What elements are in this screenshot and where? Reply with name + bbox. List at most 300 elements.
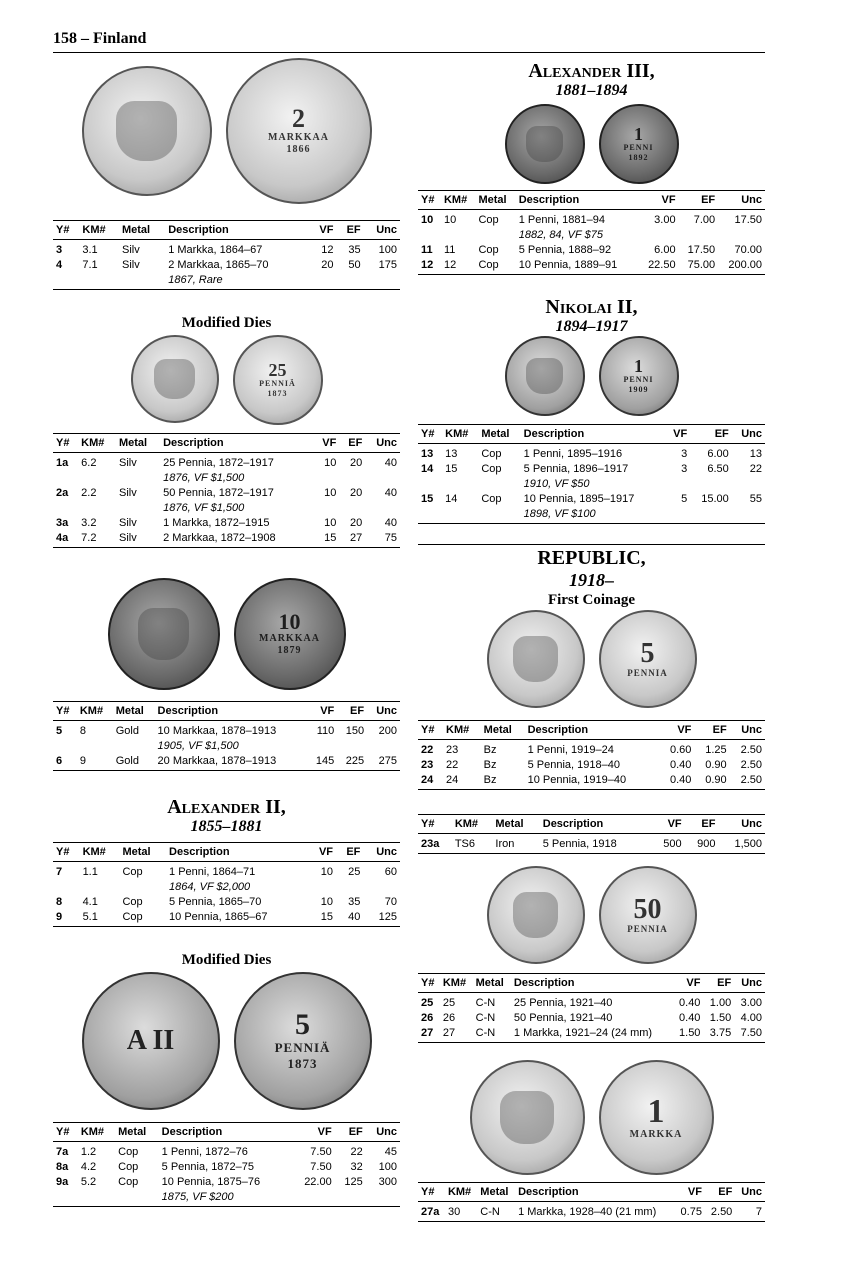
column-header: EF: [336, 221, 363, 240]
column-header: Metal: [477, 1183, 515, 1202]
table-header-row: [53, 434, 400, 453]
cell-metal: Cop: [481, 463, 502, 475]
column-header: Unc: [365, 434, 400, 453]
column-header: EF: [705, 1183, 735, 1202]
cell-km: 9: [77, 755, 113, 771]
column-header: Y#: [418, 815, 452, 834]
cell-unc: 60: [384, 866, 397, 878]
table-row: [53, 457, 400, 472]
column-header: Metal: [481, 721, 525, 740]
cell-y: 14: [421, 463, 434, 475]
cell-unc: 7: [735, 1206, 765, 1222]
coin-obverse-monogram: [505, 104, 585, 184]
cell-desc: 5 Pennia, 1918–40: [527, 759, 620, 771]
column-header: EF: [336, 843, 363, 862]
column-header: Unc: [718, 815, 765, 834]
table-row: [53, 244, 400, 259]
column-header: Description: [521, 425, 666, 444]
table-note-row: [53, 1191, 400, 1207]
cell-unc: 40: [384, 517, 397, 529]
cell-ef: 1.25: [705, 744, 727, 756]
coin-obverse-monogram: [505, 336, 585, 416]
cell-metal: C-N: [475, 1012, 496, 1024]
cell-metal: Iron: [492, 838, 539, 854]
cell-km: 12: [441, 259, 476, 275]
coin-obverse-eagle: [131, 335, 219, 423]
cell-y: 23: [421, 759, 434, 771]
column-header: KM#: [442, 425, 478, 444]
table-row: [418, 1206, 765, 1222]
cell-ef: 150: [345, 725, 365, 737]
coin-reverse: [599, 336, 679, 416]
cell-metal: Gold: [113, 755, 155, 771]
column-header: Y#: [418, 425, 442, 444]
column-header: Y#: [53, 1123, 78, 1142]
cell-note: 1864, VF $2,000: [169, 881, 251, 893]
cell-ef: 17.50: [687, 244, 716, 256]
cell-vf: 10: [324, 457, 337, 469]
column-header: Metal: [119, 843, 166, 862]
cell-y: 26: [421, 1012, 434, 1024]
coin-reverse: [599, 104, 679, 184]
cell-ef: 7.00: [693, 214, 716, 226]
cell-ef: 20: [350, 487, 363, 499]
column-header: Description: [516, 191, 639, 210]
table-row: [418, 759, 765, 774]
cell-note: 1898, VF $100: [521, 508, 765, 524]
cell-unc: 275: [367, 755, 400, 771]
cell-ef: 0.90: [694, 774, 729, 790]
cell-km: 24: [443, 774, 481, 790]
table-header-row: [53, 1123, 400, 1142]
column-header: VF: [307, 702, 337, 721]
table-row: [418, 448, 765, 463]
column-header: VF: [309, 221, 336, 240]
column-header: Description: [540, 815, 651, 834]
cell-ef: 6.50: [707, 463, 729, 475]
table-note-row: [53, 740, 400, 755]
cell-vf: 7.50: [310, 1146, 332, 1158]
column-header: Unc: [735, 1183, 765, 1202]
coin-year: 1879: [277, 645, 302, 656]
cell-vf: 10: [324, 487, 337, 499]
column-header: VF: [309, 843, 336, 862]
coin-denomination: 1: [647, 1092, 665, 1130]
column-header: VF: [651, 815, 685, 834]
cell-km: 13: [445, 448, 458, 460]
column-header: Y#: [418, 1183, 445, 1202]
column-header: KM#: [77, 702, 113, 721]
cell-unc: 70.00: [734, 244, 762, 256]
column-header: KM#: [445, 1183, 477, 1202]
table-row: [53, 1146, 400, 1161]
column-header: Y#: [418, 974, 440, 993]
cell-unc: 75: [365, 532, 400, 548]
cell-metal: Cop: [118, 1176, 139, 1188]
coin-monogram: A II: [126, 1025, 175, 1056]
cell-km: 7.2: [78, 532, 116, 548]
cell-ef: 900: [685, 838, 719, 854]
coin-unit: MARKKAA: [268, 132, 329, 143]
table-header-row: [418, 815, 765, 834]
table-row: [418, 1012, 765, 1027]
cell-ef: 50: [348, 259, 361, 271]
coin-denomination: 5: [295, 1008, 310, 1042]
coin-unit: PENNIÄ: [274, 1040, 331, 1056]
cell-metal: Cop: [478, 214, 499, 226]
column-header: Unc: [364, 221, 400, 240]
cell-unc: 4.00: [740, 1012, 762, 1024]
cell-unc: 55: [749, 493, 762, 505]
catalog-table: [418, 190, 765, 275]
table-header-row: [53, 702, 400, 721]
column-header: KM#: [78, 1123, 115, 1142]
cell-vf: 6.00: [654, 244, 676, 256]
coin-reverse: [226, 58, 372, 204]
cell-km: 30: [445, 1206, 477, 1222]
column-header: Unc: [730, 721, 765, 740]
cell-ef: 2.50: [705, 1206, 735, 1222]
table-row: [418, 838, 765, 854]
cell-metal: Gold: [115, 725, 139, 737]
column-header: Metal: [492, 815, 539, 834]
cell-desc: 1 Markka, 1928–40 (21 mm): [515, 1206, 675, 1222]
cell-metal: Bz: [481, 774, 525, 790]
cell-ef: 20: [350, 457, 363, 469]
cell-km: 4.2: [80, 1161, 97, 1173]
table-row: [418, 463, 765, 478]
cell-ef: 32: [350, 1161, 363, 1173]
cell-unc: 2.50: [740, 759, 762, 771]
cell-vf: 10: [320, 896, 334, 908]
cell-ef: 75.00: [679, 259, 719, 275]
table-note-row: [53, 881, 400, 896]
cell-vf: 10: [324, 517, 337, 529]
cell-desc: 20 Markkaa, 1878–1913: [155, 755, 308, 771]
coin-denomination: 1: [634, 124, 643, 145]
cell-vf: 3.00: [654, 214, 676, 226]
page-header-text: 158 – Finland: [53, 30, 147, 47]
coin-unit: MARKKAA: [259, 633, 320, 644]
column-header: Unc: [732, 425, 765, 444]
coin-unit: PENNIA: [627, 667, 668, 678]
coin-obverse-eagle: [82, 66, 212, 196]
cell-metal: Silv: [118, 487, 137, 499]
table-row: [53, 725, 400, 740]
cell-km: 10: [443, 214, 457, 226]
column-header: Metal: [116, 434, 160, 453]
cell-metal: Cop: [122, 866, 143, 878]
cell-note: 1882, 84, VF $75: [518, 229, 603, 241]
table-header-row: [418, 721, 765, 740]
eagle-emblem: [154, 359, 194, 399]
column-header: VF: [639, 191, 679, 210]
table-row: [53, 911, 400, 927]
monogram-emblem: [526, 358, 562, 394]
cell-unc: 13: [749, 448, 762, 460]
cell-unc: 100: [378, 1161, 397, 1173]
table-row: [53, 259, 400, 274]
coin-obverse-monogram: [82, 972, 220, 1110]
coin-denomination: 5: [640, 637, 655, 669]
column-header: EF: [685, 815, 719, 834]
table-note-row: [53, 472, 400, 487]
coin-images-republic-2: [418, 866, 765, 966]
cell-unc: 200: [378, 725, 397, 737]
table-row: [418, 493, 765, 508]
table-note-row: [418, 229, 765, 244]
cell-desc: 1 Penni, 1895–1916: [523, 448, 623, 460]
cell-km: 23: [446, 744, 459, 756]
column-header: KM#: [443, 721, 481, 740]
cell-y: 7a: [56, 1146, 69, 1158]
lion-emblem: [513, 892, 558, 937]
cell-metal: Silv: [121, 259, 140, 271]
cell-desc: 10 Pennia, 1865–67: [166, 911, 309, 927]
cell-vf: 10: [320, 866, 334, 878]
cell-ef: 225: [337, 755, 367, 771]
coin-year: 1909: [628, 385, 649, 394]
cell-vf: 110: [316, 725, 335, 737]
cell-km: 14: [445, 493, 458, 505]
cell-km: 4.1: [82, 896, 98, 908]
section-title: Modified Dies: [181, 315, 272, 331]
eagle-emblem: [138, 608, 190, 660]
column-header: Y#: [53, 702, 77, 721]
table-header-row: [418, 1183, 765, 1202]
column-header: KM#: [452, 815, 493, 834]
table-row: [53, 755, 400, 771]
table-row: [53, 866, 400, 881]
cell-ef: 40: [336, 911, 363, 927]
cell-desc: 1 Penni, 1881–94: [518, 214, 605, 226]
cell-note: 1875, VF $200: [159, 1191, 400, 1207]
catalog-table: [53, 1122, 400, 1207]
cell-unc: 22: [749, 463, 762, 475]
cell-metal: Cop: [119, 911, 166, 927]
coin-denomination: 2: [292, 104, 305, 133]
column-header: Metal: [475, 191, 515, 210]
column-header: Metal: [115, 1123, 159, 1142]
column-header: Description: [155, 702, 308, 721]
cell-km: 8: [79, 725, 86, 737]
cell-metal: Cop: [478, 244, 499, 256]
cell-y: 9a: [56, 1176, 69, 1188]
column-header: Description: [515, 1183, 675, 1202]
column-header: KM#: [80, 843, 120, 862]
cell-desc: 25 Pennia, 1921–40: [513, 997, 613, 1009]
lion-emblem: [500, 1091, 553, 1144]
table-note-row: [418, 478, 765, 493]
cell-metal: C-N: [473, 1027, 511, 1043]
cell-y: 9: [53, 911, 80, 927]
section-title: Nikolai II,: [545, 296, 638, 318]
page-header: [53, 30, 765, 53]
catalog-table: [53, 433, 400, 548]
section-alexander-ii: [53, 796, 400, 836]
cell-metal: C-N: [477, 1206, 515, 1222]
cell-vf: 15: [309, 911, 336, 927]
cell-desc: 10 Pennia, 1889–91: [516, 259, 639, 275]
cell-y: 2a: [56, 487, 69, 499]
cell-y: 27: [418, 1027, 440, 1043]
cell-desc: 1 Markka, 1921–24 (24 mm): [511, 1027, 673, 1043]
cell-y: 3a: [56, 517, 69, 529]
cell-unc: 17.50: [734, 214, 762, 226]
coin-reverse: [234, 578, 346, 690]
table-header-row: [53, 843, 400, 862]
column-header: Unc: [366, 1123, 400, 1142]
coin-reverse: [233, 335, 323, 425]
section-modified-dies-2: [53, 951, 400, 969]
cell-desc: 2 Markkaa, 1865–70: [168, 259, 269, 271]
cell-ef: 125: [344, 1176, 363, 1188]
cell-metal: Cop: [481, 448, 502, 460]
table-header-row: [418, 191, 765, 210]
column-header: Description: [525, 721, 659, 740]
cell-metal: Silv: [118, 517, 137, 529]
cell-y: 6: [53, 755, 77, 771]
table-row: [418, 997, 765, 1012]
cell-km: 22: [446, 759, 459, 771]
cell-metal: Cop: [118, 1161, 139, 1173]
cell-km: TS6: [452, 838, 493, 854]
catalog-table: [418, 424, 765, 524]
coin-year: 1873: [287, 1056, 318, 1071]
cell-note: 1905, VF $1,500: [157, 740, 239, 752]
cell-unc: 2.50: [730, 774, 765, 790]
column-header: Description: [166, 843, 309, 862]
cell-note: 1867, Rare: [165, 274, 400, 290]
cell-vf: 12: [321, 244, 334, 256]
coin-year: 1866: [286, 144, 311, 155]
section-years: 1918–: [569, 570, 614, 590]
cell-vf: 0.40: [679, 1012, 701, 1024]
cell-desc: 5 Pennia, 1865–70: [169, 896, 262, 908]
cell-y: 13: [421, 448, 434, 460]
cell-desc: 1 Penni, 1872–76: [161, 1146, 248, 1158]
section-nikolai-ii: [418, 296, 765, 336]
column-header: EF: [703, 974, 734, 993]
coin-year: 1892: [628, 153, 649, 162]
column-header: Unc: [367, 702, 400, 721]
cell-unc: 1,500: [718, 838, 765, 854]
table-row: [53, 532, 400, 548]
cell-km: 7.1: [82, 259, 98, 271]
column-header: Y#: [418, 721, 443, 740]
column-header: Description: [160, 434, 313, 453]
coin-reverse: [599, 866, 697, 964]
cell-unc: 3.00: [740, 997, 762, 1009]
cell-y: 22: [421, 744, 434, 756]
coin-unit: PENNI: [623, 375, 654, 385]
cell-y: 27a: [418, 1206, 445, 1222]
cell-vf: 7.50: [310, 1161, 332, 1173]
column-header: VF: [675, 1183, 705, 1202]
table-note-row: [53, 274, 400, 290]
cell-desc: 2 Markkaa, 1872–1908: [160, 532, 313, 548]
section-modified-dies: [53, 314, 400, 332]
cell-y: 5: [56, 725, 63, 737]
cell-desc: 1 Markka, 1864–67: [168, 244, 263, 256]
cell-km: 1.1: [82, 866, 98, 878]
cell-km: 2.2: [81, 487, 97, 499]
cell-y: 11: [421, 244, 433, 256]
column-header: Metal: [478, 425, 520, 444]
coin-unit: PENNI: [623, 143, 654, 153]
coin-images-republic-3: [418, 1060, 765, 1178]
cell-desc: 1 Markka, 1872–1915: [163, 517, 270, 529]
coin-images-gold: [53, 578, 400, 693]
column-header: Metal: [119, 221, 165, 240]
cell-y: 4a: [53, 532, 78, 548]
column-header: EF: [339, 434, 365, 453]
coin-denomination: 25: [268, 360, 287, 381]
cell-y: 3: [56, 244, 63, 256]
catalog-table: [418, 814, 765, 854]
coin-denomination: 1: [634, 356, 643, 377]
cell-vf: 5: [681, 493, 688, 505]
cell-ef: 6.00: [707, 448, 729, 460]
cell-desc: 5 Pennia, 1888–92: [518, 244, 612, 256]
cell-ef: 22: [350, 1146, 363, 1158]
cell-y: 10: [421, 214, 434, 226]
cell-metal: Cop: [118, 1146, 139, 1158]
column-header: KM#: [440, 974, 473, 993]
section-subtitle: First Coinage: [547, 592, 636, 608]
cell-ef: 20: [350, 517, 363, 529]
cell-ef: 27: [339, 532, 365, 548]
table-header-row: [418, 425, 765, 444]
column-header: Unc: [363, 843, 400, 862]
cell-ef: 15.00: [701, 493, 729, 505]
cell-vf: 3: [681, 463, 688, 475]
column-header: EF: [337, 702, 367, 721]
cell-vf: 3: [681, 448, 688, 460]
cell-metal: Cop: [122, 896, 143, 908]
table-note-row: [418, 508, 765, 524]
column-header: EF: [679, 191, 719, 210]
cell-note: 1876, VF $1,500: [163, 472, 245, 484]
cell-km: 15: [445, 463, 458, 475]
column-header: Description: [511, 974, 673, 993]
cell-unc: 175: [378, 259, 397, 271]
cell-km: 5.1: [80, 911, 120, 927]
cell-unc: 300: [378, 1176, 397, 1188]
column-header: KM#: [441, 191, 476, 210]
section-title: Alexander III,: [528, 60, 655, 82]
monogram-emblem: [526, 126, 562, 162]
cell-vf: 22.00: [304, 1176, 332, 1188]
section-alexander-iii: [418, 60, 765, 100]
table-header-row: [53, 221, 400, 240]
coin-images-republic-1: [418, 610, 765, 710]
cell-y: 8: [56, 896, 63, 908]
cell-unc: 40: [384, 457, 397, 469]
cell-km: 6.2: [81, 457, 97, 469]
cell-y: 24: [418, 774, 443, 790]
coin-images-nikolai-ii: [418, 336, 765, 418]
cell-km: 25: [442, 997, 456, 1009]
cell-ef: 1.00: [709, 997, 732, 1009]
cell-vf: 22.50: [639, 259, 679, 275]
cell-metal: Bz: [483, 744, 497, 756]
cell-desc: 25 Pennia, 1872–1917: [163, 457, 274, 469]
cell-vf: 20: [321, 259, 334, 271]
column-header: VF: [665, 425, 690, 444]
column-header: Y#: [418, 191, 441, 210]
section-title: REPUBLIC,: [537, 547, 646, 569]
